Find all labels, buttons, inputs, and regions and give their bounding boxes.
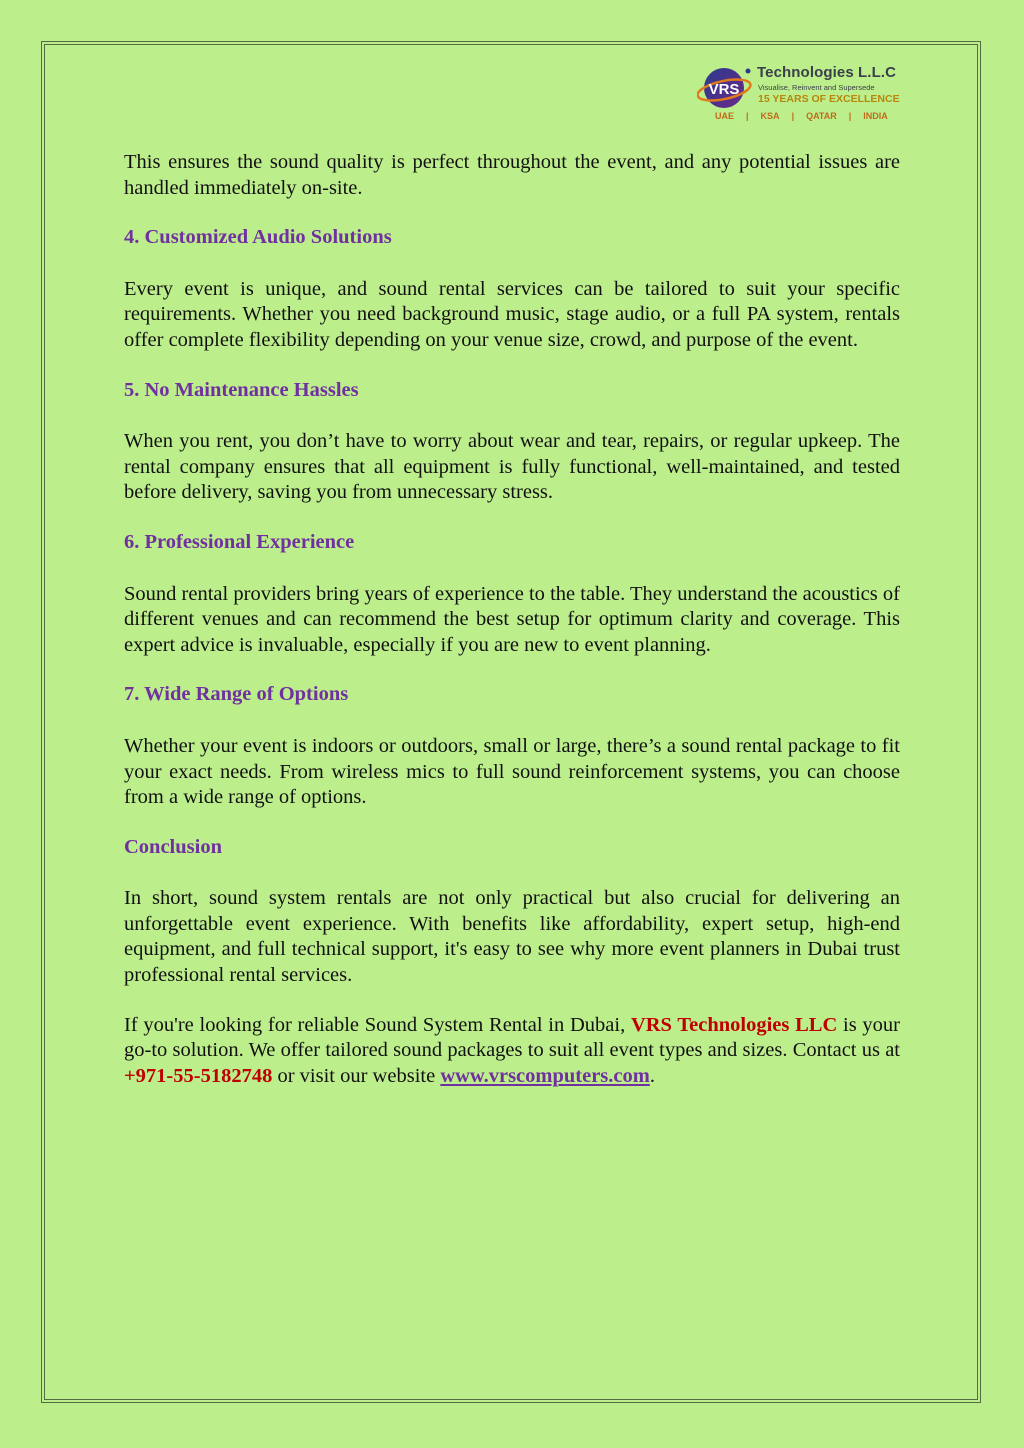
document-content <box>124 150 900 1089</box>
phone-number: +971-55-5182748 <box>124 1064 273 1087</box>
section-heading-professional-experience: 6. Professional Experience <box>124 530 355 553</box>
intro-paragraph: This ensures the sound quality is perfect throughout the event, and any potential issues are handled immediately on-site. <box>124 151 900 199</box>
website-link[interactable]: www.vrscomputers.com <box>440 1064 650 1087</box>
region-india: INDIA <box>863 111 888 121</box>
logo-years: 15 YEARS OF EXCELLENCE <box>758 93 900 105</box>
contact-paragraph <box>124 1013 900 1090</box>
company-name-highlight: VRS Technologies LLC <box>630 1013 838 1036</box>
contact-text-3: or visit our website <box>272 1064 441 1087</box>
region-uae: UAE <box>715 111 735 121</box>
conclusion-paragraph: In short, sound system rentals are not only practical but also crucial for delivering an unforgettable event experience. With benefits like affordability, expert setup, high-end equipment, and full technical support, it's easy to see why more event planners in Dubai trust professional rental services. <box>124 887 900 987</box>
globe-logo-icon <box>697 64 755 110</box>
logo-company-name: Technologies L.L.C <box>757 64 897 81</box>
region-qatar: QATAR <box>806 111 837 121</box>
region-separator: | <box>746 111 749 121</box>
section-body-no-maintenance: When you rent, you don’t have to worry about wear and tear, repairs, or regular upkeep. The rental company ensures that all equipment is fully functional, well-maintained, and tested before delivery, saving you from unnecessary stress. <box>124 430 900 504</box>
section-body-customized-audio: Every event is unique, and sound rental services can be tailored to suit your specific requirements. Whether you need background music, stage audio, or a full PA system, rentals offer complete flexibility depending on your venue size, crowd, and purpose of the event. <box>124 277 900 351</box>
contact-text-end: . <box>649 1064 655 1087</box>
region-ksa: KSA <box>760 111 780 121</box>
logo-regions <box>715 111 888 121</box>
region-separator: | <box>791 111 795 121</box>
conclusion-heading: Conclusion <box>124 835 222 858</box>
region-separator: | <box>848 111 852 121</box>
contact-text-1: If you're looking for reliable Sound System Rental in Dubai, <box>124 1013 631 1036</box>
section-heading-no-maintenance: 5. No Maintenance Hassles <box>124 378 359 401</box>
contact-text-2: is your go-to solution. We offer tailored sound packages to suit all event types and sizes. Contact us at <box>124 1013 900 1062</box>
section-body-wide-range: Whether your event is indoors or outdoors, small or large, there’s a sound rental package to fit your exact needs. From wireless mics to full sound reinforcement systems, you can choose from a wide range of options. <box>124 734 900 809</box>
section-heading-customized-audio: 4. Customized Audio Solutions <box>124 226 392 249</box>
section-heading-wide-range: 7. Wide Range of Options <box>124 683 349 706</box>
section-body-professional-experience: Sound rental providers bring years of experience to the table. They understand the acoustics of different venues and can recommend the best setup for optimum clarity and coverage. This expert advice is invaluable, especially if you are new to event planning. <box>124 582 900 656</box>
logo-tagline: Visualise, Reinvent and Supersede <box>758 83 875 92</box>
company-logo <box>697 60 907 124</box>
logo-badge-text: VRS <box>708 81 740 98</box>
